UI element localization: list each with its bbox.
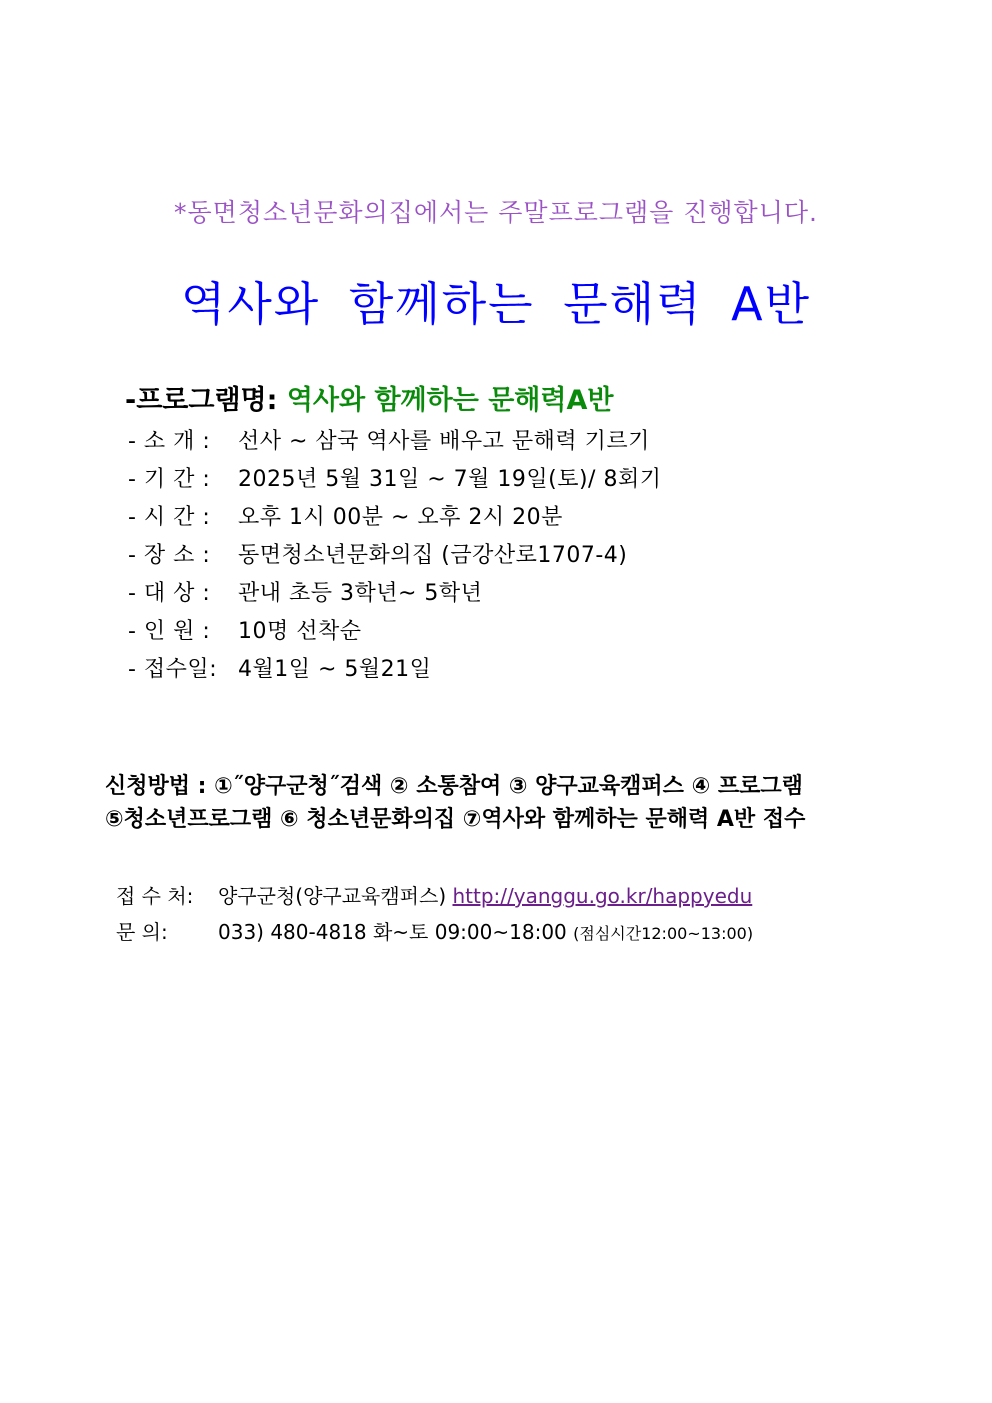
detail-intro: [128, 424, 661, 462]
application-method-line-2: ⑤청소년프로그램 ⑥ 청소년문화의집 ⑦역사와 함께하는 문해력 A반 접수: [105, 807, 806, 832]
program-details: [128, 424, 661, 690]
reception-link[interactable]: http://yanggu.go.kr/happyedu: [452, 884, 753, 908]
application-method-line-1: 신청방법 : ①˝양구군청˝검색 ② 소통참여 ③ 양구교육캠퍼스 ④ 프로그램: [105, 774, 803, 799]
detail-label: - 인 원 :: [128, 619, 211, 644]
program-name-line: [125, 378, 613, 417]
detail-label: - 소 개 :: [128, 429, 211, 454]
contact-info: [116, 880, 753, 952]
detail-value: 관내 초등 3학년~ 5학년: [238, 581, 483, 606]
page-title: 역사와 함께하는 문해력 A반: [180, 277, 812, 331]
detail-place: [128, 538, 661, 576]
inquiry-label: 문 의:: [116, 920, 168, 944]
detail-application-period: [128, 652, 661, 690]
detail-value: 동면청소년문화의집 (금강산로1707-4): [238, 543, 628, 568]
program-name-value: 역사와 함께하는 문해력A반: [286, 385, 614, 416]
detail-label: - 장 소 :: [128, 543, 211, 568]
detail-time: [128, 500, 661, 538]
detail-value: 선사 ~ 삼국 역사를 배우고 문해력 기르기: [238, 429, 650, 454]
detail-value: 4월1일 ~ 5월21일: [238, 657, 432, 682]
detail-label: - 기 간 :: [128, 467, 211, 492]
detail-capacity: [128, 614, 661, 652]
detail-value: 오후 1시 00분 ~ 오후 2시 20분: [238, 505, 563, 530]
detail-label: - 대 상 :: [128, 581, 211, 606]
program-name-label: -프로그램명:: [125, 385, 287, 416]
detail-value: 10명 선착순: [238, 619, 362, 644]
detail-label: - 접수일:: [128, 657, 218, 682]
detail-value: 2025년 5월 31일 ~ 7월 19일(토)/ 8회기: [238, 467, 662, 492]
inquiry-row: [116, 916, 753, 952]
program-notice: *동면청소년문화의집에서는 주말프로그램을 진행합니다.: [174, 198, 818, 227]
application-method: [105, 770, 895, 836]
inquiry-value: 033) 480-4818 화~토 09:00~18:00: [218, 920, 574, 944]
detail-period: [128, 462, 661, 500]
reception-value: 양구군청(양구교육캠퍼스): [218, 884, 453, 908]
detail-label: - 시 간 :: [128, 505, 211, 530]
inquiry-note: (점심시간12:00~13:00): [573, 924, 754, 943]
reception-row: [116, 880, 753, 916]
reception-label: 접 수 처:: [116, 884, 194, 908]
detail-target: [128, 576, 661, 614]
